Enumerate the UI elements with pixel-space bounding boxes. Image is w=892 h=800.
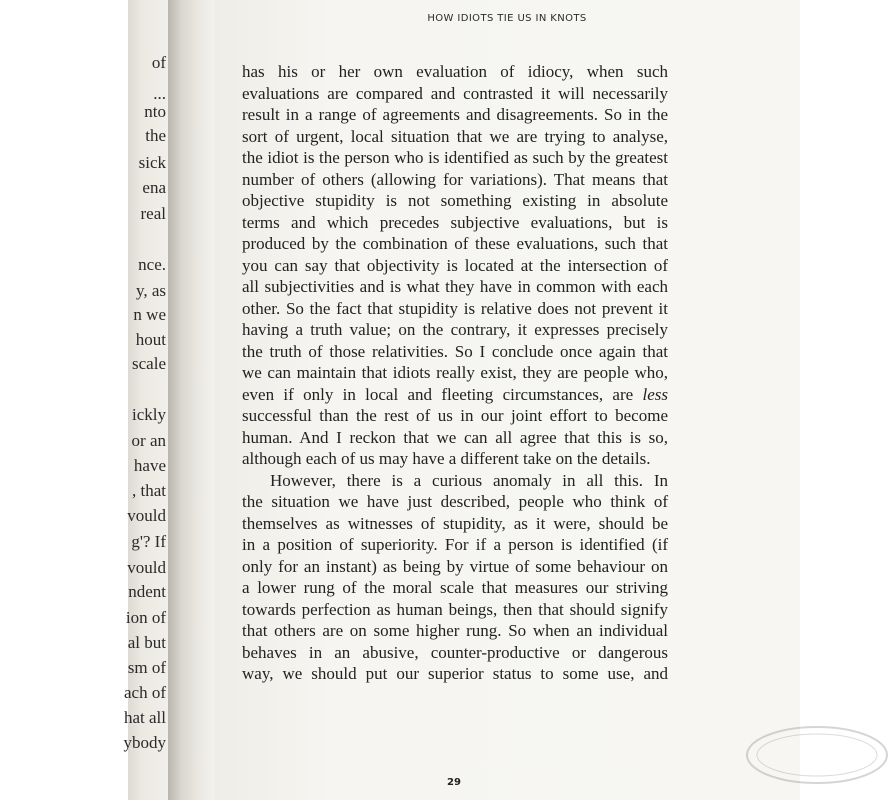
left-page-fragment: al but (127, 633, 166, 652)
text-line: you can say that objectivity is located at the intersection of (242, 255, 668, 275)
text-line: evaluations are compared and contrasted it will necessarily (242, 83, 668, 103)
text-line: objective stupidity is not something existing in absolute (242, 191, 668, 210)
text-line: a lower rung of the moral scale that measures our striving (242, 578, 668, 597)
running-head: HOW IDIOTS TIE US IN KNOTS (427, 13, 587, 24)
left-page-fragment: ena (142, 178, 166, 197)
left-page (123, 0, 168, 800)
left-page-fragment: hout (135, 330, 166, 349)
watermark-stamp (742, 720, 892, 790)
left-page-fragment: nto (144, 102, 166, 121)
left-page-fragment: ion of (125, 608, 166, 627)
left-page-fragment: hat all (123, 708, 166, 727)
left-page-fragment: vould (127, 558, 166, 577)
left-page-fragment: y, as (135, 281, 166, 300)
text-line: produced by the combination of these evaluations, such that (242, 234, 668, 253)
book-gutter (168, 0, 214, 800)
text-line: only for an instant) as being by virtue of some behaviour on (242, 556, 668, 576)
left-page-fragment: g'? If (131, 532, 166, 551)
text-line: terms and which precedes subjective evaluations, but is (242, 212, 668, 232)
text-line: number of others (allowing for variations). That means that (242, 169, 668, 189)
left-page-fragment: ndent (128, 582, 166, 601)
text-line: we can maintain that idiots really exist, they are people who, (242, 363, 668, 382)
text-line: towards perfection as human beings, then that should signify (242, 599, 668, 619)
left-page-fragment: or an (131, 431, 166, 450)
text-line: the idiot is the person who is identified as such by the greatest (242, 148, 668, 167)
left-page-fragment: sick (138, 153, 166, 172)
left-page-fragment: nce. (138, 255, 166, 274)
left-page-fragment: of (151, 53, 166, 72)
page-number: 29 (447, 777, 461, 788)
text-line: behaves in an abusive, counter-productive or dangerous (242, 642, 668, 662)
text-line: way, we should put our superior status to some use, and (242, 664, 668, 683)
left-page-fragment: ybody (123, 733, 166, 752)
text-line: result in a range of agreements and disagreements. So in the (242, 105, 668, 124)
text-line: themselves as witnesses of stupidity, as it were, should be (242, 513, 668, 533)
text-line: although each of us may have a different take on the details. (242, 449, 651, 468)
left-page-fragment: ach of (123, 683, 166, 702)
text-line: the truth of those relativities. So I conclude once again that (242, 341, 668, 361)
text-line: that others are on some higher rung. So when an individual (242, 621, 668, 640)
text-line: having a truth value; on the contrary, it expresses precisely (242, 320, 668, 339)
left-page-fragment: real (140, 204, 166, 223)
left-page-fragment: ickly (132, 405, 166, 424)
left-page-fragment: ... (153, 84, 166, 103)
text-line-with-italic (242, 384, 668, 406)
text-line: has his or her own evaluation of idiocy, when such (242, 62, 668, 81)
text-line: successful than the rest of us in our joint effort to become (242, 406, 668, 425)
text-line: in a position of superiority. For if a person is identified (if (242, 535, 668, 554)
text-line: sort of urgent, local situation that we are trying to analyse, (242, 126, 668, 146)
text-line: other. So the fact that stupidity is relative does not prevent it (242, 298, 668, 318)
right-page (214, 0, 800, 800)
left-page-fragment: have (133, 456, 166, 475)
text-segment: even if only in local and fleeting circumstances, are (242, 384, 634, 404)
left-page-fragment: , that (132, 481, 166, 500)
left-page-fragment: vould (127, 506, 166, 525)
italic-emphasis: less (642, 384, 669, 404)
text-line: human. And I reckon that we can all agree that this is so, (242, 427, 668, 447)
left-page-fragment: n we (133, 305, 166, 324)
left-page-fragment: scale (132, 354, 166, 373)
text-line: all subjectivities and is what they have in common with each (242, 277, 668, 296)
body-text (242, 61, 668, 685)
left-page-fragment: sm of (127, 658, 166, 677)
text-line: the situation we have just described, people who think of (242, 492, 668, 511)
left-page-fragment: the (145, 126, 166, 145)
paragraph-start-line: However, there is a curious anomaly in all this. In (270, 470, 668, 490)
